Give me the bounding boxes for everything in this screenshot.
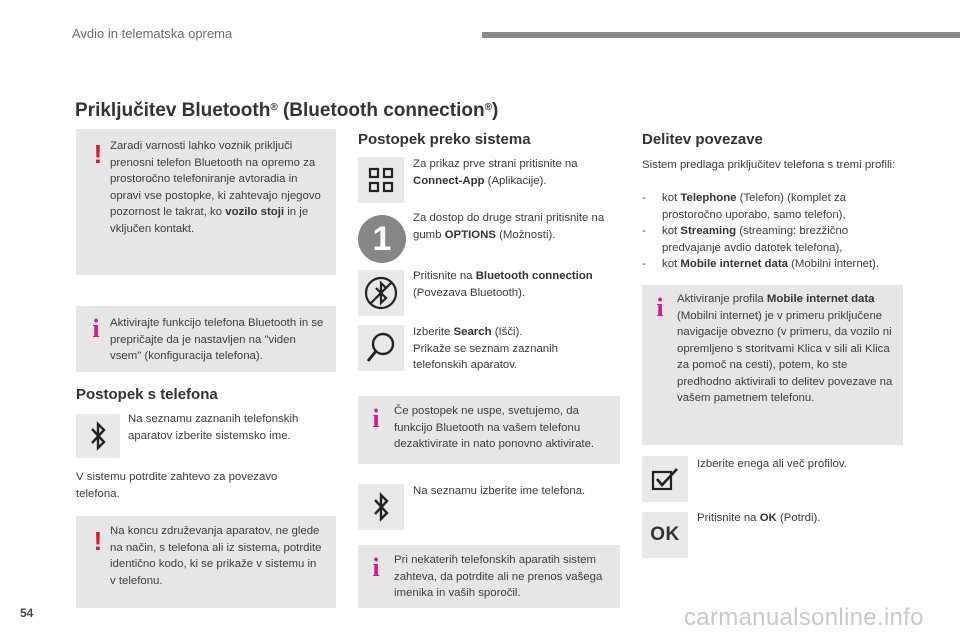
list-dash: -	[642, 192, 646, 204]
profile-select-button[interactable]	[642, 456, 688, 502]
info-text-phonebook: Pri nekaterih telefonskih aparatih sistem zahteva, da potrdite ali ne prenos vašega imenika in vaših sporočil.	[394, 554, 603, 599]
info-icon: i	[656, 293, 664, 322]
page-number: 54	[20, 606, 34, 620]
profile-streaming	[642, 223, 907, 256]
bluetooth-phone-button[interactable]	[358, 484, 404, 530]
text-run: in je vključen kontakt.	[110, 206, 309, 235]
text-bold: Bluetooth connection	[475, 270, 593, 282]
warning-icon: !	[93, 139, 103, 169]
ok-button[interactable]	[642, 512, 688, 558]
profile-mobile-internet	[642, 256, 907, 273]
text-run: (Aplikacije).	[484, 174, 547, 187]
warning-text-pairing-code: Na koncu združevanja aparatov, ne glede na način, s telefona ali iz sistema, potrdite identično kodo, ki se prikaže v sistemu in v telefonu.	[110, 525, 322, 587]
phone-step-confirm: V sistemu potrdite zahtevo za povezavo telefona.	[76, 471, 278, 500]
info-box-retry	[358, 396, 620, 464]
system-step-select-phone: Na seznamu izberite ime telefona.	[413, 485, 586, 497]
text-bold: Mobile internet data	[766, 293, 875, 305]
apps-grid-icon	[368, 167, 394, 193]
info-box-visibility	[76, 306, 336, 372]
bluetooth-connection-button[interactable]	[358, 270, 404, 316]
info-icon: i	[372, 553, 380, 582]
text-bold: Telephone	[680, 192, 737, 204]
warning-text-safety	[110, 138, 326, 237]
bluetooth-icon	[87, 421, 109, 451]
heading-phone-procedure: Postopek s telefona	[76, 386, 218, 403]
warning-box-safety	[76, 129, 336, 275]
search-button[interactable]	[358, 325, 404, 371]
bluetooth-icon	[370, 492, 392, 522]
bluetooth-button[interactable]	[76, 414, 120, 458]
text-bold: Streaming	[680, 225, 737, 237]
bluetooth-connection-icon	[361, 273, 401, 313]
heading-system-procedure: Postopek preko sistema	[358, 131, 531, 148]
info-box-mobile-internet	[642, 285, 903, 445]
search-icon	[363, 330, 399, 366]
profile-text	[662, 190, 907, 223]
text-run: Aktiviranje profila	[677, 293, 767, 305]
text-bold: Search	[453, 326, 492, 338]
text-bold: OK	[759, 512, 777, 524]
registered-mark-2: ®	[484, 102, 492, 113]
profile-list	[642, 190, 907, 273]
sharing-step-select-profiles: Izberite enega ali več profilov.	[697, 458, 847, 470]
info-icon: i	[92, 314, 100, 343]
warning-box-pairing-code	[76, 516, 336, 608]
title-part-2: (Bluetooth connection	[277, 100, 485, 121]
profile-telephone	[642, 190, 907, 223]
text-run: (Potrdi).	[776, 512, 821, 524]
system-step-bluetooth-connection	[413, 268, 618, 301]
text-run: Za dostop do druge strani pritisnite na gumb	[413, 212, 605, 241]
phone-step-select-system: Na seznamu zaznanih telefonskih aparatov izberite sistemsko ime.	[128, 413, 299, 442]
text-run: (streaming: brezžično predvajanje avdio datotek telefona),	[662, 225, 849, 254]
profile-text	[662, 223, 907, 256]
warning-icon: !	[93, 526, 103, 556]
text-bold: Connect-App	[413, 174, 485, 187]
text-bold: vozilo stoji	[225, 206, 285, 218]
text-run: (Možnosti).	[495, 228, 556, 241]
watermark: carmanualsonline.info	[684, 604, 924, 631]
title-part-3: )	[491, 100, 499, 121]
ok-label: OK	[650, 524, 680, 545]
text-run: kot	[662, 192, 681, 204]
text-run: (Mobilni internet).	[787, 258, 880, 270]
section-title: Avdio in telematska oprema	[72, 26, 233, 41]
text-run: (Povezava Bluetooth).	[413, 286, 526, 299]
text-run: (Mobilni internet) je v primeru priključene navigacije obvezno (v primeru, da vozilo ni opremljeno s storitvami Klica v sili ali Klica za pomoč na cesti), potem, ko ste predhodno aktivirali to delitev povezave na vašem pametnem telefonu.	[677, 309, 893, 404]
system-step-options	[413, 210, 613, 243]
page-title	[75, 100, 498, 122]
info-text-visibility: Aktivirajte funkcijo telefona Bluetooth in se prepričajte da je nastavljen na "viden vsem" (konfiguracija telefona).	[110, 317, 324, 362]
profile-text	[662, 256, 879, 273]
header-bar	[482, 32, 960, 38]
text-run: Prikaže se seznam zaznanih telefonskih aparatov.	[413, 342, 558, 371]
sharing-intro: Sistem predlaga priključitev telefona s tremi profili:	[642, 159, 896, 171]
text-run: (Išči).	[491, 326, 523, 338]
system-step-search	[413, 324, 613, 374]
info-text-retry: Če postopek ne uspe, svetujemo, da funkcijo Bluetooth na vašem telefonu dezaktivirate in nato ponovno aktivirate.	[394, 405, 595, 450]
heading-connection-sharing: Delitev povezave	[642, 131, 763, 148]
text-run: Pritisnite na	[413, 270, 476, 282]
checkbox-check-icon	[650, 466, 680, 492]
text-run: kot	[662, 225, 681, 237]
info-box-phonebook	[358, 545, 620, 608]
text-run: Pritisnite na	[697, 512, 760, 524]
connect-app-button[interactable]	[358, 157, 404, 203]
sharing-step-confirm	[697, 510, 897, 527]
title-part-1: Priključitev Bluetooth	[75, 100, 271, 121]
system-step-connect-app	[413, 156, 613, 189]
text-run: Zaradi varnosti lahko voznik priključi prenosni telefon Bluetooth na opremo za prostoročno telefoniranje avtoradia in opravi vse postopke, ki zahtevajo njegovo pozornost le takrat, ko	[110, 140, 321, 218]
list-dash: -	[642, 225, 646, 237]
info-icon: i	[372, 404, 380, 433]
text-run: kot	[662, 258, 681, 270]
info-text-mobile-internet	[677, 291, 897, 407]
text-run: Za prikaz prve strani pritisnite na	[413, 158, 578, 170]
text-bold: Mobile internet data	[680, 258, 788, 270]
text-run: (Telefon) (komplet za prostoročno uporabo, samo telefon),	[662, 192, 847, 221]
list-dash: -	[642, 258, 646, 270]
registered-mark-1: ®	[270, 102, 278, 113]
text-run: Izberite	[413, 326, 454, 338]
text-bold: OPTIONS	[444, 228, 496, 241]
step-number-badge: 1	[358, 215, 406, 263]
